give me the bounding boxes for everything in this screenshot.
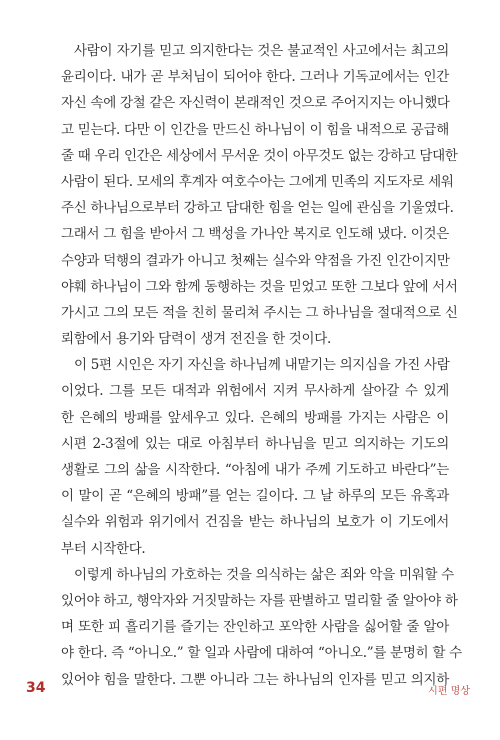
paragraph (61, 352, 449, 562)
text-line: 이 5편 시인은 자기 자신을 하나님께 내맡기는 의지심을 가진 사람 (74, 357, 450, 374)
page-number: 34 (26, 680, 46, 696)
text-line: 생활로 그의 삶을 시작한다. “아침에 내가 주께 기도하고 바란다”는 (61, 462, 449, 478)
text-line: 줄 때 우리 인간은 세상에서 무서운 것이 아무것도 없는 강하고 담대한 (61, 147, 458, 164)
text-line: 뢰함에서 용기와 담력이 생겨 전진을 한 것이다. (61, 331, 332, 348)
text-line: 며 또한 피 흘리기를 즐기는 잔인하고 포악한 사람을 싫어할 줄 알아 (61, 619, 449, 636)
text-line: 이렇게 하나님의 가호하는 것을 의식하는 삶은 죄와 악을 미워할 수 (74, 566, 454, 583)
paragraph (61, 38, 458, 352)
text-line: 야 한다. 즉 “아니오.” 할 일과 사람에 대하여 “아니오.”를 분명히 할 수 (61, 645, 462, 662)
running-footer-title: 시편 명상 (428, 686, 470, 697)
text-line: 수양과 덕행의 결과가 아니고 첫째는 실수와 약점을 가진 인간이지만 (61, 252, 450, 269)
text-line: 주신 하나님으로부터 강하고 담대한 힘을 얻는 일에 관심을 기울였다. (61, 200, 454, 217)
text-line: 윤리이다. 내가 곧 부처님이 되어야 한다. 그러나 기독교에서는 인간 (61, 69, 449, 86)
text-line: 사람이 된다. 모세의 후계자 여호수아는 그에게 민족의 지도자로 세워 (61, 173, 454, 190)
text-line: 시편 2-3절에 있는 대로 아침부터 하나님을 믿고 의지하는 기도의 (61, 435, 449, 452)
text-line: 있어야 힘을 말한다. 그뿐 아니라 그는 하나님의 인자를 믿고 의지하 (61, 671, 449, 688)
text-line: 한 은혜의 방패를 앞세우고 있다. 은혜의 방패를 가지는 사람은 이 (61, 409, 449, 426)
text-line: 실수와 위험과 위기에서 건짐을 받는 하나님의 보호가 이 기도에서 (61, 514, 449, 531)
text-line: 자신 속에 강철 같은 자신력이 본래적인 것으로 주어지지는 아니했다 (61, 95, 450, 112)
text-line: 사람이 자기를 믿고 의지한다는 것은 불교적인 사고에서는 최고의 (74, 43, 449, 59)
text-line: 고 믿는다. 다만 이 인간을 만드신 하나님이 이 힘을 내적으로 공급해 (61, 121, 449, 138)
text-line: 이었다. 그를 모든 대적과 위험에서 지켜 무사하게 살아갈 수 있게 (61, 383, 449, 400)
text-line: 가시고 그의 모든 적을 친히 물리쳐 주시는 그 하나님을 절대적으로 신 (61, 304, 458, 321)
text-line: 야훼 하나님이 그와 함께 동행하는 것을 믿었고 또한 그보다 앞에 서서 (61, 278, 458, 295)
text-line: 있어야 하고, 행악자와 거짓말하는 자를 판별하고 멀리할 줄 알아야 하 (61, 592, 458, 609)
text-line: 이 말이 곧 “은혜의 방패”를 얻는 길이다. 그 날 하루의 모든 유혹과 (61, 488, 449, 505)
text-line: 부터 시작한다. (61, 540, 146, 557)
text-line: 그래서 그 힘을 받아서 그 백성을 가나안 복지로 인도해 냈다. 이것은 (61, 226, 449, 243)
